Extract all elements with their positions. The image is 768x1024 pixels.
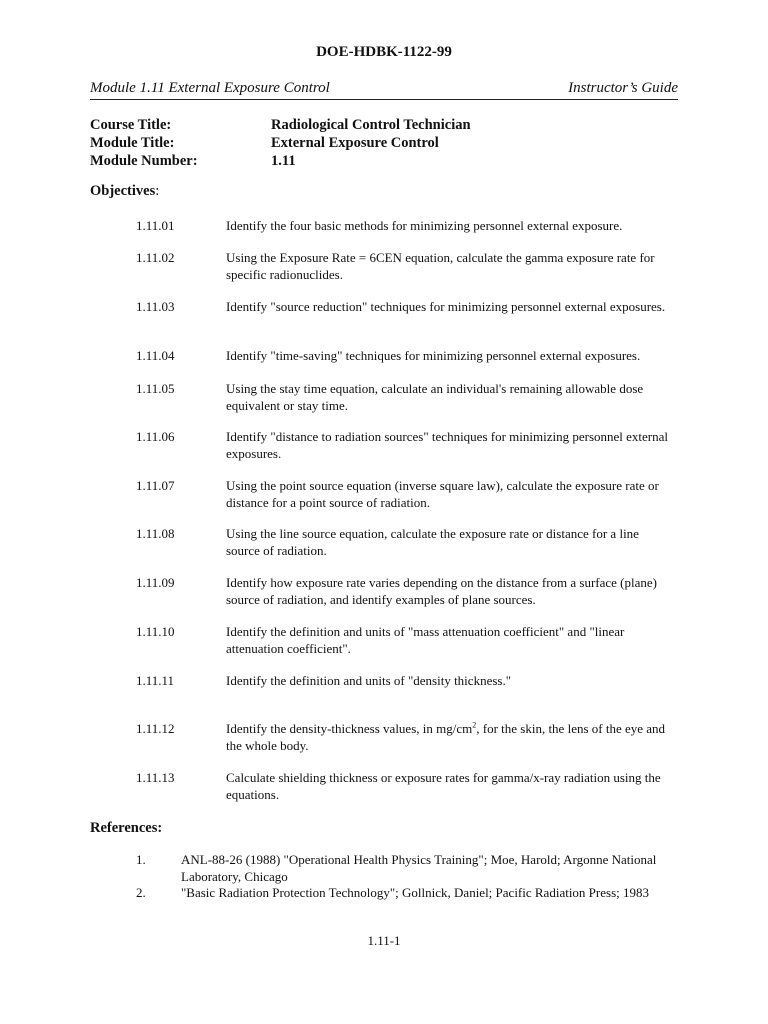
objective-item bbox=[136, 769, 696, 803]
objective-number: 1.11.10 bbox=[136, 624, 175, 639]
objective-text-part: Identify the density-thickness values, in mg/cm bbox=[226, 721, 473, 736]
running-header bbox=[90, 80, 678, 100]
meta-value: 1.11 bbox=[271, 153, 296, 169]
objectives-label: Objectives bbox=[90, 183, 156, 199]
objective-item bbox=[136, 217, 696, 234]
objective-text: Identify how exposure rate varies depending on the distance from a surface (plane) source of radiation, and identify examples of plane sources. bbox=[226, 575, 657, 607]
objective-number: 1.11.08 bbox=[136, 526, 175, 541]
objective-item bbox=[136, 623, 696, 657]
objective-text: Identify "source reduction" techniques for minimizing personnel external exposures. bbox=[226, 299, 666, 314]
objective-number: 1.11.04 bbox=[136, 348, 175, 363]
header-module-title: Module 1.11 External Exposure Control bbox=[90, 80, 330, 96]
objective-number: 1.11.05 bbox=[136, 381, 175, 396]
objective-text-part: , for the skin, the lens of the eye and the whole body. bbox=[226, 721, 666, 753]
objective-item bbox=[136, 380, 696, 414]
reference-item bbox=[136, 851, 696, 885]
objective-number: 1.11.01 bbox=[136, 218, 175, 233]
objective-item bbox=[136, 672, 696, 689]
meta-value: Radiological Control Technician bbox=[271, 117, 471, 133]
objective-number: 1.11.06 bbox=[136, 429, 175, 444]
meta-label: Course Title: bbox=[90, 117, 172, 133]
document-id: DOE-HDBK-1122-99 bbox=[316, 44, 452, 60]
meta-row-module-number bbox=[90, 152, 471, 170]
objective-text: Using the point source equation (inverse square law), calculate the exposure rate or distance for a point source of radiation. bbox=[226, 478, 659, 510]
course-metadata bbox=[90, 116, 471, 170]
reference-number: 1. bbox=[136, 852, 146, 867]
objectives-colon: : bbox=[155, 183, 160, 199]
page-number: 1.11-1 bbox=[367, 933, 401, 948]
meta-label: Module Title: bbox=[90, 135, 175, 151]
objective-text: Identify the definition and units of "mass attenuation coefficient" and "linear attenuation coefficient". bbox=[226, 624, 625, 656]
reference-number: 2. bbox=[136, 885, 146, 900]
objective-number: 1.11.11 bbox=[136, 673, 175, 688]
objective-text bbox=[226, 720, 671, 754]
objective-text: Using the stay time equation, calculate an individual's remaining allowable dose equivalent or stay time. bbox=[226, 381, 644, 413]
objective-item bbox=[136, 720, 696, 754]
meta-value: External Exposure Control bbox=[271, 135, 439, 151]
meta-row-course-title bbox=[90, 116, 471, 134]
reference-text: ANL-88-26 (1988) "Operational Health Physics Training"; Moe, Harold; Argonne National Laboratory, Chicago bbox=[181, 852, 657, 884]
objective-number: 1.11.13 bbox=[136, 770, 175, 785]
meta-row-module-title bbox=[90, 134, 471, 152]
objective-item bbox=[136, 477, 696, 511]
objective-text: Identify "distance to radiation sources" techniques for minimizing personnel external exposures. bbox=[226, 429, 669, 461]
objective-item bbox=[136, 249, 696, 283]
objective-item bbox=[136, 298, 696, 315]
objectives-heading bbox=[90, 183, 159, 200]
objective-number: 1.11.09 bbox=[136, 575, 175, 590]
objective-item bbox=[136, 574, 696, 608]
reference-text: "Basic Radiation Protection Technology"; Gollnick, Daniel; Pacific Radiation Press; 1983 bbox=[181, 885, 649, 900]
references-heading: References: bbox=[90, 820, 163, 836]
objective-item bbox=[136, 428, 696, 462]
objective-text: Identify "time-saving" techniques for minimizing personnel external exposures. bbox=[226, 348, 641, 363]
objective-text: Using the line source equation, calculate the exposure rate or distance for a line source of radiation. bbox=[226, 526, 639, 558]
header-guide-type: Instructor’s Guide bbox=[568, 80, 678, 96]
objective-item bbox=[136, 347, 696, 364]
superscript: 2 bbox=[472, 720, 477, 730]
objective-text: Calculate shielding thickness or exposure rates for gamma/x-ray radiation using the equations. bbox=[226, 770, 661, 802]
reference-item bbox=[136, 884, 696, 901]
objective-number: 1.11.02 bbox=[136, 250, 175, 265]
objective-text: Identify the definition and units of "density thickness." bbox=[226, 673, 512, 688]
objective-number: 1.11.12 bbox=[136, 721, 175, 736]
objective-item bbox=[136, 525, 696, 559]
objective-text: Using the Exposure Rate = 6CEN equation, calculate the gamma exposure rate for specific radionuclides. bbox=[226, 250, 655, 282]
objective-number: 1.11.07 bbox=[136, 478, 175, 493]
objective-text: Identify the four basic methods for minimizing personnel external exposure. bbox=[226, 218, 623, 233]
objective-number: 1.11.03 bbox=[136, 299, 175, 314]
meta-label: Module Number: bbox=[90, 153, 198, 169]
